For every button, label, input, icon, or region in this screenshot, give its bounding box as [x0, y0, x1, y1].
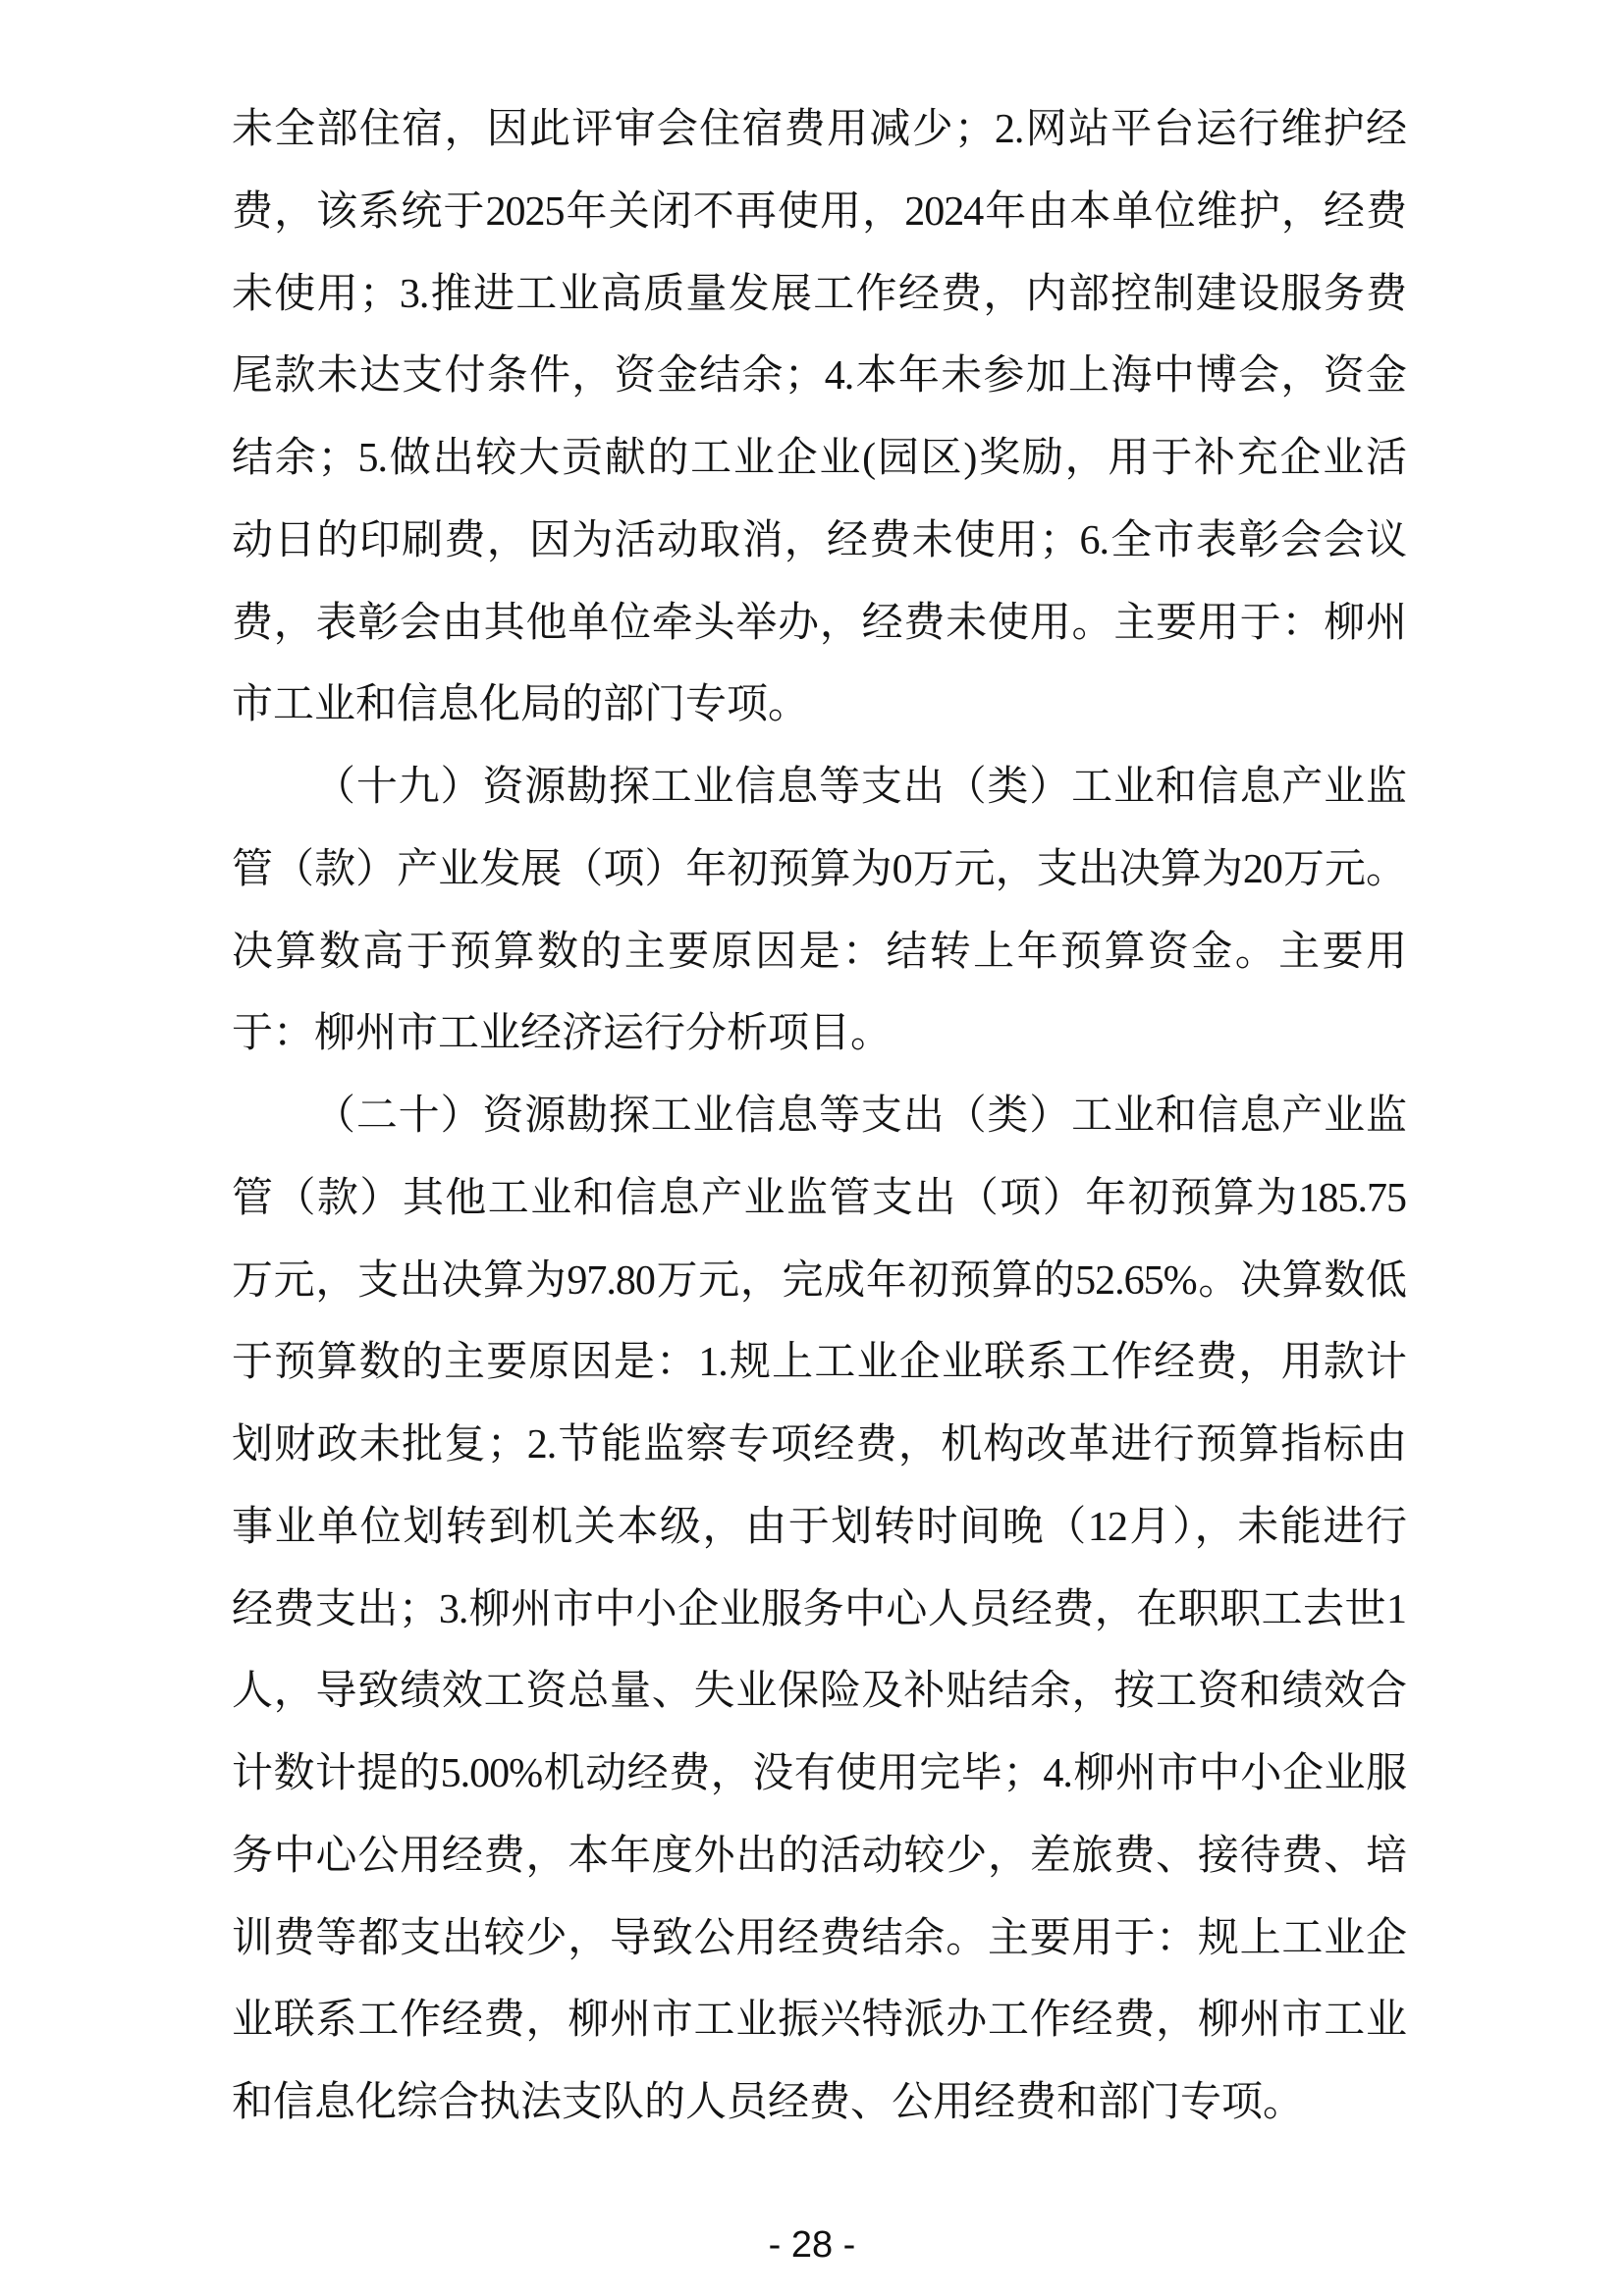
body-text-line: 管（款）产业发展（项）年初预算为0万元，支出决算为20万元。: [232, 846, 1406, 892]
body-text-line: 决算数高于预算数的主要原因是：结转上年预算资金。主要用: [232, 929, 1406, 975]
document-body: [232, 89, 1406, 2145]
body-text-line: 结余；5.做出较大贡献的工业企业(园区)奖励，用于补充企业活: [232, 436, 1406, 481]
body-text-line: 人，导致绩效工资总量、失业保险及补贴结余，按工资和绩效合: [232, 1669, 1406, 1715]
body-text-line paragraph-end: 市工业和信息化局的部门专项。: [232, 682, 810, 728]
body-text-line: 经费支出；3.柳州市中小企业服务中心人员经费，在职职工去世1: [232, 1586, 1406, 1632]
body-text-line: 管（款）其他工业和信息产业监管支出（项）年初预算为185.75: [232, 1175, 1406, 1221]
body-text-line: 计数计提的5.00%机动经费，没有使用完毕；4.柳州市中小企业服: [232, 1751, 1406, 1796]
body-text-line: 费，该系统于2025年关闭不再使用，2024年由本单位维护，经费: [232, 188, 1406, 235]
body-text-line: 万元，支出决算为97.80万元，完成年初预算的52.65%。决算数低: [232, 1257, 1406, 1304]
body-text-line: 划财政未批复；2.节能监察专项经费，机构改革进行预算指标由: [232, 1422, 1406, 1468]
body-text-line paragraph-end: 和信息化综合执法支队的人员经费、公用经费和部门专项。: [232, 2080, 1305, 2125]
body-text-line: 事业单位划转到机关本级，由于划转时间晚（12月），未能进行: [232, 1504, 1406, 1550]
body-text-line: 尾款未达支付条件，资金结余；4.本年未参加上海中博会，资金: [232, 353, 1406, 400]
page-number-footer: - 28 -: [768, 2224, 856, 2266]
body-text-line: 业联系工作经费，柳州市工业振兴特派办工作经费，柳州市工业: [232, 1998, 1406, 2044]
body-text-line: 训费等都支出较少，导致公用经费结余。主要用于：规上工业企: [232, 1915, 1406, 1961]
body-text-line paragraph-start: （十九）资源勘探工业信息等支出（类）工业和信息产业监: [314, 765, 1406, 810]
body-text-line: 费，表彰会由其他单位牵头举办，经费未使用。主要用于：柳州: [232, 600, 1406, 646]
body-text-line paragraph-end: 于：柳州市工业经济运行分析项目。: [232, 1011, 893, 1057]
body-text-line paragraph-start: （二十）资源勘探工业信息等支出（类）工业和信息产业监: [314, 1094, 1406, 1139]
body-text-line: 务中心公用经费，本年度外出的活动较少，差旅费、接待费、培: [232, 1833, 1406, 1879]
body-text-line: 于预算数的主要原因是：1.规上工业企业联系工作经费，用款计: [232, 1340, 1406, 1386]
body-text-line: 未使用；3.推进工业高质量发展工作经费，内部控制建设服务费: [232, 271, 1406, 317]
body-text-line: 动日的印刷费，因为活动取消，经费未使用；6.全市表彰会会议: [232, 517, 1406, 563]
body-text-line: 未全部住宿，因此评审会住宿费用减少；2.网站平台运行维护经: [232, 107, 1406, 152]
